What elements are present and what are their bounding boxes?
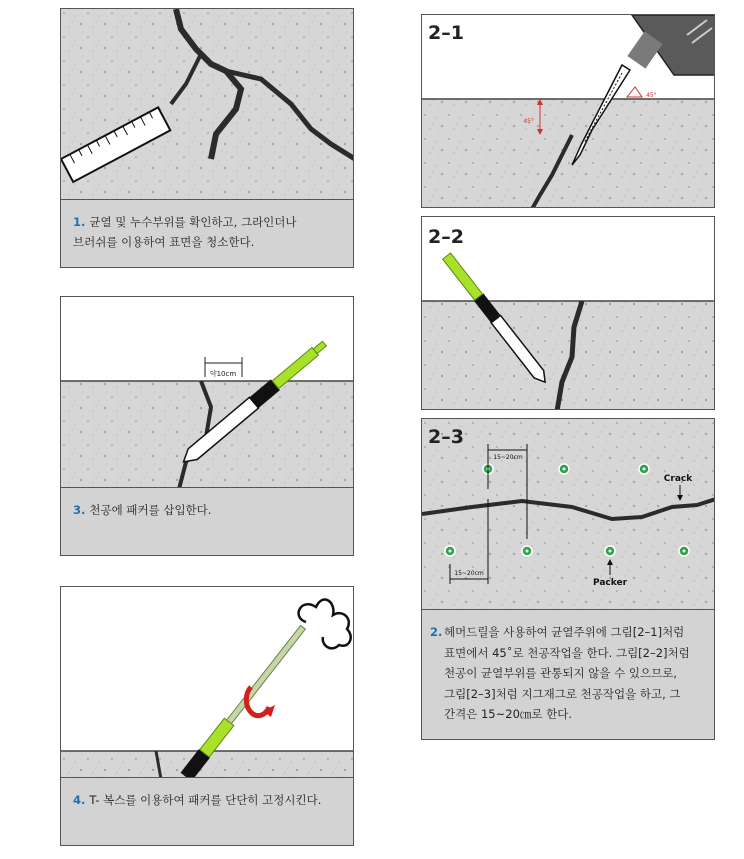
step2-3-label: 2–3	[428, 426, 464, 448]
step3-text: 천공에 패커를 삽입한다.	[89, 503, 212, 517]
step2-3-illustration	[422, 419, 715, 611]
step2-number: 2.	[430, 625, 443, 639]
step4-illustration	[61, 587, 354, 779]
spacing-top-label: 15~20cm	[493, 454, 523, 461]
step1-number: 1.	[73, 215, 86, 229]
step2-text-line3: 천공이 균열부위를 관통되지 않을 수 있으므로,	[444, 666, 678, 680]
step2-text-line2: 표면에서 45˚로 천공작업을 한다. 그림[2–2]처럼	[444, 645, 690, 660]
step2-caption	[422, 609, 714, 739]
step3-panel	[60, 296, 354, 556]
packer-marker	[522, 546, 532, 556]
step1-text-line1: 균열 및 누수부위를 확인하고, 그라인더나	[89, 215, 297, 229]
step2-text-line1: 헤머드릴을 사용하여 균열주위에 그림[2–1]처럼	[444, 625, 685, 639]
step1-text-line2: 브러쉬를 이용하여 표면을 청소한다.	[73, 235, 255, 249]
step4-panel	[60, 586, 354, 846]
step1-illustration	[61, 9, 354, 201]
step2-1-depth-label: 45°	[523, 118, 534, 125]
step1-panel	[60, 8, 354, 268]
step2-3-panel	[421, 418, 715, 740]
step2-1-angle-label: 45°	[646, 92, 657, 99]
packer-marker	[679, 546, 689, 556]
step2-1-illustration	[422, 15, 715, 208]
step3-illustration	[61, 297, 354, 489]
spacing-bottom-label: 15~20cm	[454, 570, 484, 577]
step1-caption	[61, 199, 353, 267]
step2-2-panel	[421, 216, 715, 410]
crack-label: Crack	[663, 474, 693, 484]
step3-dim-label: 약10cm	[209, 370, 237, 378]
packer-marker	[559, 464, 569, 474]
step4-caption	[61, 777, 353, 845]
packer-marker	[605, 546, 615, 556]
step4-text: T- 복스를 이용하여 패커를 단단히 고정시킨다.	[89, 793, 322, 807]
packer-marker	[639, 464, 649, 474]
packer-marker	[445, 546, 455, 556]
step2-2-label: 2–2	[428, 226, 464, 248]
step2-1-panel	[421, 14, 715, 208]
packer-label: Packer	[592, 578, 628, 588]
step2-text-line5: 간격은 15~20㎝로 한다.	[444, 707, 573, 721]
step2-text-line4: 그림[2–3]처럼 지그재그로 천공작업을 하고, 그	[444, 686, 681, 701]
step4-number: 4.	[73, 793, 86, 807]
step2-1-label: 2–1	[428, 22, 464, 44]
step3-number: 3.	[73, 503, 86, 517]
step2-2-illustration	[422, 217, 715, 410]
step3-caption	[61, 487, 353, 555]
